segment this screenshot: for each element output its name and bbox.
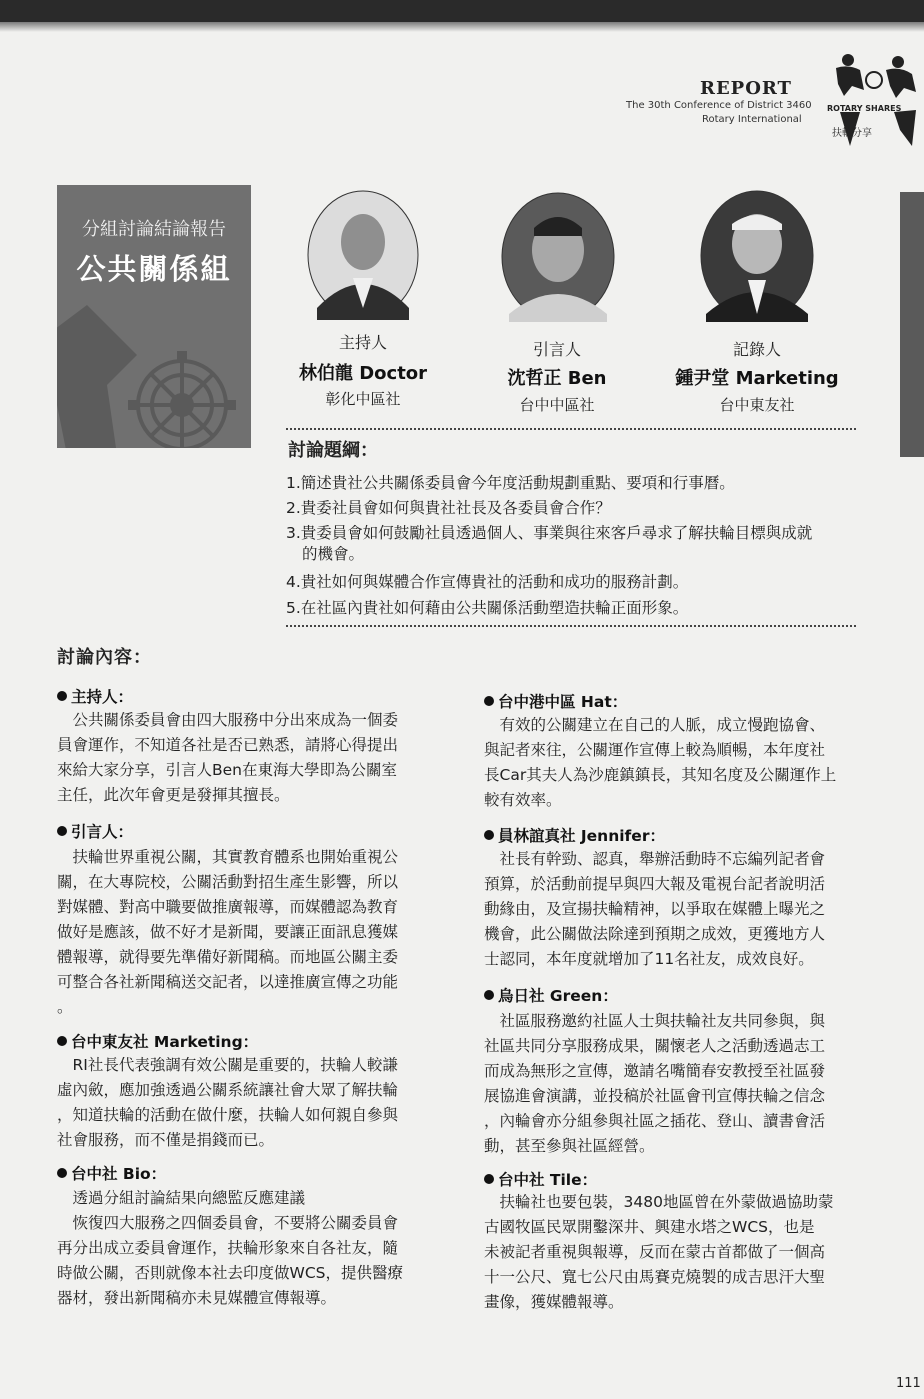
host-name: 林伯龍 Doctor [298,363,428,384]
bullet-icon [57,1168,67,1178]
section-heading: 台中港中區 Hat： [484,690,627,712]
section-heading: 台中東友社 Marketing： [57,1030,258,1052]
introducer-role: 引言人 [532,340,581,359]
section-heading: 引言人： [57,820,133,842]
recorder-club: 台中東友社 [719,396,795,414]
divider-bottom [286,625,856,627]
topic-item: 2.貴委社員會如何與貴社社長及各委員會合作？ [286,499,611,517]
topic-item-continued: 的機會。 [302,545,365,563]
topic-item: 5.在社區內貴社如何藉由公共關係活動塑造扶輪正面形象。 [286,599,689,617]
edge-tab [900,192,924,457]
section-paragraph: 扶輪社也要包裝，3480地區曾在外蒙做過協助蒙 古國牧區民眾開鑿深井、興建水塔之WCS，也是 未被記者重視與報導，反而在蒙古首都做了一個高 十一公尺、寬七公尺由馬賽克燒製的成吉思汗大聖 畫像，獲媒體報導。 [484,1193,834,1311]
logo-text: ROTARY SHARES [827,104,902,113]
bullet-icon [484,1174,494,1184]
section-paragraph: 公共關係委員會由四大服務中分出來成為一個委 員會運作，不知道各社是否已熟悉，請將心得提出 來給大家分享，引言人Ben在東海大學即為公關室 主任，此次年會更是發揮其擅長。 [57,711,399,804]
org-line: Rotary International [702,114,802,125]
section-paragraph: RI社長代表強調有效公關是重要的，扶輪人較謙 虛內斂，應加強透過公關系統讓社會大眾了解扶輪 ，知道扶輪的活動在做什麼，扶輪人如何親自參與 社會服務，而不僅是捐錢而已。 [57,1056,399,1149]
host-club: 彰化中區社 [325,390,401,408]
bullet-icon [484,696,494,706]
title-main: 公共關係組 [76,252,232,286]
section-paragraph: 有效的公關建立在自己的人脈，成立慢跑協會、 與記者來往，公關運作宣傳上較為順暢，本年度社 長Car其夫人為沙鹿鎮鎮長，其知名度及公關運作上 較有效率。 [484,716,837,809]
section-heading: 台中社 Bio： [57,1162,166,1184]
bullet-icon [484,830,494,840]
section-heading: 烏日社 Green： [484,984,618,1006]
section-paragraph: 透過分組討論結果向總監反應建議 恢復四大服務之四個委員會，不要將公關委員會 再分出成立委員會運作，扶輪形象來自各社友，隨 時做公關，否則就像本社去印度做WCS，提供醫療 器材，發出新聞稿亦未見媒體宣傳報導。 [57,1189,403,1307]
introducer-photo [501,192,615,322]
top-bar-shadow [0,22,924,32]
section-paragraph: 扶輪世界重視公關，其實教育體系也開始重視公 關，在大專院校，公關活動對招生產生影響，所以 對媒體、對高中職要做推廣報導，而媒體認為教育 做好是應該，做不好才是新聞，要讓正面訊息獲媒 體報導，就得要先準備好新聞稿。而地區公關主委 可整合各社新聞稿送交記者，以達推廣宣傳之功能 。 [57,848,399,1016]
title-box [57,185,251,448]
page-number: 111 [896,1376,921,1391]
recorder-role: 記錄人 [732,340,781,359]
topics-heading: 討論題綱： [288,440,378,461]
section-paragraph: 社區服務邀約社區人士與扶輪社友共同參與，與 社區共同分享服務成果，關懷老人之活動透過志工 而成為無形之宣傳，邀請名嘴簡春安教授至社區發 展協進會演講，並投稿於社區會刊宣傳扶輪之信念 ，內輪會亦分組參與社區之插花、登山、讀書會活 動，甚至參與社區經營。 [484,1012,826,1155]
introducer-name: 沈哲正 Ben [507,368,607,389]
topic-item: 1.簡述貴社公共關係委員會今年度活動規劃重點、要項和行事曆。 [286,474,735,492]
section-paragraph: 社長有幹勁、認真，舉辦活動時不忘編列記者會 預算，於活動前提早與四大報及電視台記者說明活 動緣由，及宣揚扶輪精神，以爭取在媒體上曝光之 機會，此公關做法除達到預期之成效，更獲地方人 士認同，本年度就增加了11名社友，成效良好。 [484,850,826,968]
title-subtitle: 分組討論結論報告 [82,219,226,240]
bullet-icon [57,691,67,701]
divider-top [286,428,856,430]
top-bar [0,0,924,22]
section-heading: 主持人： [57,685,133,707]
host-role: 主持人 [338,333,387,352]
logo-chinese-text: 扶輪分享 [832,128,872,139]
rotary-wheel-icon [57,295,247,448]
report-heading: REPORT [700,78,792,99]
section-heading: 台中社 Tile： [484,1168,597,1190]
content-heading: 討論內容： [57,647,152,668]
bullet-icon [57,1036,67,1046]
bullet-icon [484,990,494,1000]
host-photo [307,190,419,320]
bullet-icon [57,826,67,836]
topic-item: 4.貴社如何與媒體合作宣傳貴社的活動和成功的服務計劃。 [286,573,689,591]
recorder-photo [700,190,814,322]
conference-line: The 30th Conference of District 3460 [626,100,812,111]
introducer-club: 台中中區社 [519,396,595,414]
topic-item: 3.貴委員會如何鼓勵社員透過個人、事業與往來客戶尋求了解扶輪目標與成就 [286,524,813,542]
section-heading: 員林誼真社 Jennifer： [484,824,665,846]
recorder-name: 鍾尹堂 Marketing [675,368,839,389]
